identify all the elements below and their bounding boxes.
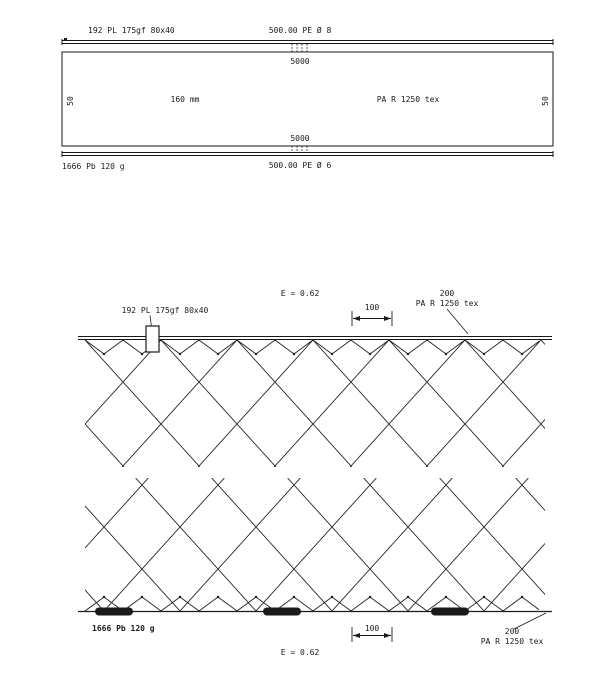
lower-twine-label: PA R 1250 tex (480, 637, 544, 646)
plan-footrope-line (62, 151, 553, 157)
plan-gather-marks-top (292, 44, 307, 52)
lower-dim-arrow-right (384, 633, 391, 638)
lower-hanging-ratio-label: E = 0.62 (280, 648, 320, 657)
upper-floats-leader-line (150, 316, 152, 328)
plan-twine-label: PA R 1250 tex (376, 95, 440, 104)
upper-twine-leader-line (447, 309, 468, 334)
upper-mesh-count-label: 200 (439, 289, 455, 298)
lower-mesh-count-label: 200 (504, 627, 520, 636)
plan-floats-label: 192 PL 175gf 80x40 (88, 26, 175, 35)
plan-meshes-top-label: 5000 (290, 57, 310, 66)
lower-netting-mesh (85, 478, 545, 611)
lower-knot-dots (85, 594, 545, 601)
plan-meshes-bottom-label: 5000 (290, 134, 310, 143)
plan-depth-right-label: 50 (541, 96, 550, 106)
upper-twine-label: PA R 1250 tex (415, 299, 479, 308)
float-symbol (146, 326, 159, 352)
sinker-symbol (263, 608, 301, 616)
plan-headrope-end-mark (64, 38, 67, 41)
mesh-detail-upper (78, 289, 552, 467)
plan-mesh-size-label: 160 mm (170, 95, 200, 104)
plan-net-body (62, 52, 553, 146)
plan-sinkers-label: 1666 Pb 120 g (62, 162, 125, 171)
sinker-symbol (95, 608, 133, 616)
plan-gather-marks-bottom (292, 146, 307, 153)
plan-headrope-label: 500.00 PE Ø 8 (268, 26, 332, 35)
mesh-detail-lower (78, 478, 552, 657)
upper-dim-arrow-right (384, 316, 391, 321)
lower-dim-label: 100 (364, 624, 380, 633)
plan-footrope-label: 500.00 PE Ø 6 (268, 161, 332, 170)
plan-headrope-line (62, 39, 553, 45)
upper-hanging-ratio-label: E = 0.62 (280, 289, 320, 298)
plan-depth-left-label: 50 (66, 96, 75, 106)
upper-dim-label: 100 (364, 303, 380, 312)
upper-netting-mesh (85, 340, 545, 467)
net-plan-schematic (62, 25, 553, 171)
upper-floats-label: 192 PL 175gf 80x40 (121, 306, 209, 315)
upper-dim-arrow-left (353, 316, 360, 321)
sinker-symbol (431, 608, 469, 616)
lower-sinkers-label: 1666 Pb 120 g (92, 624, 155, 633)
lower-dim-arrow-left (353, 633, 360, 638)
